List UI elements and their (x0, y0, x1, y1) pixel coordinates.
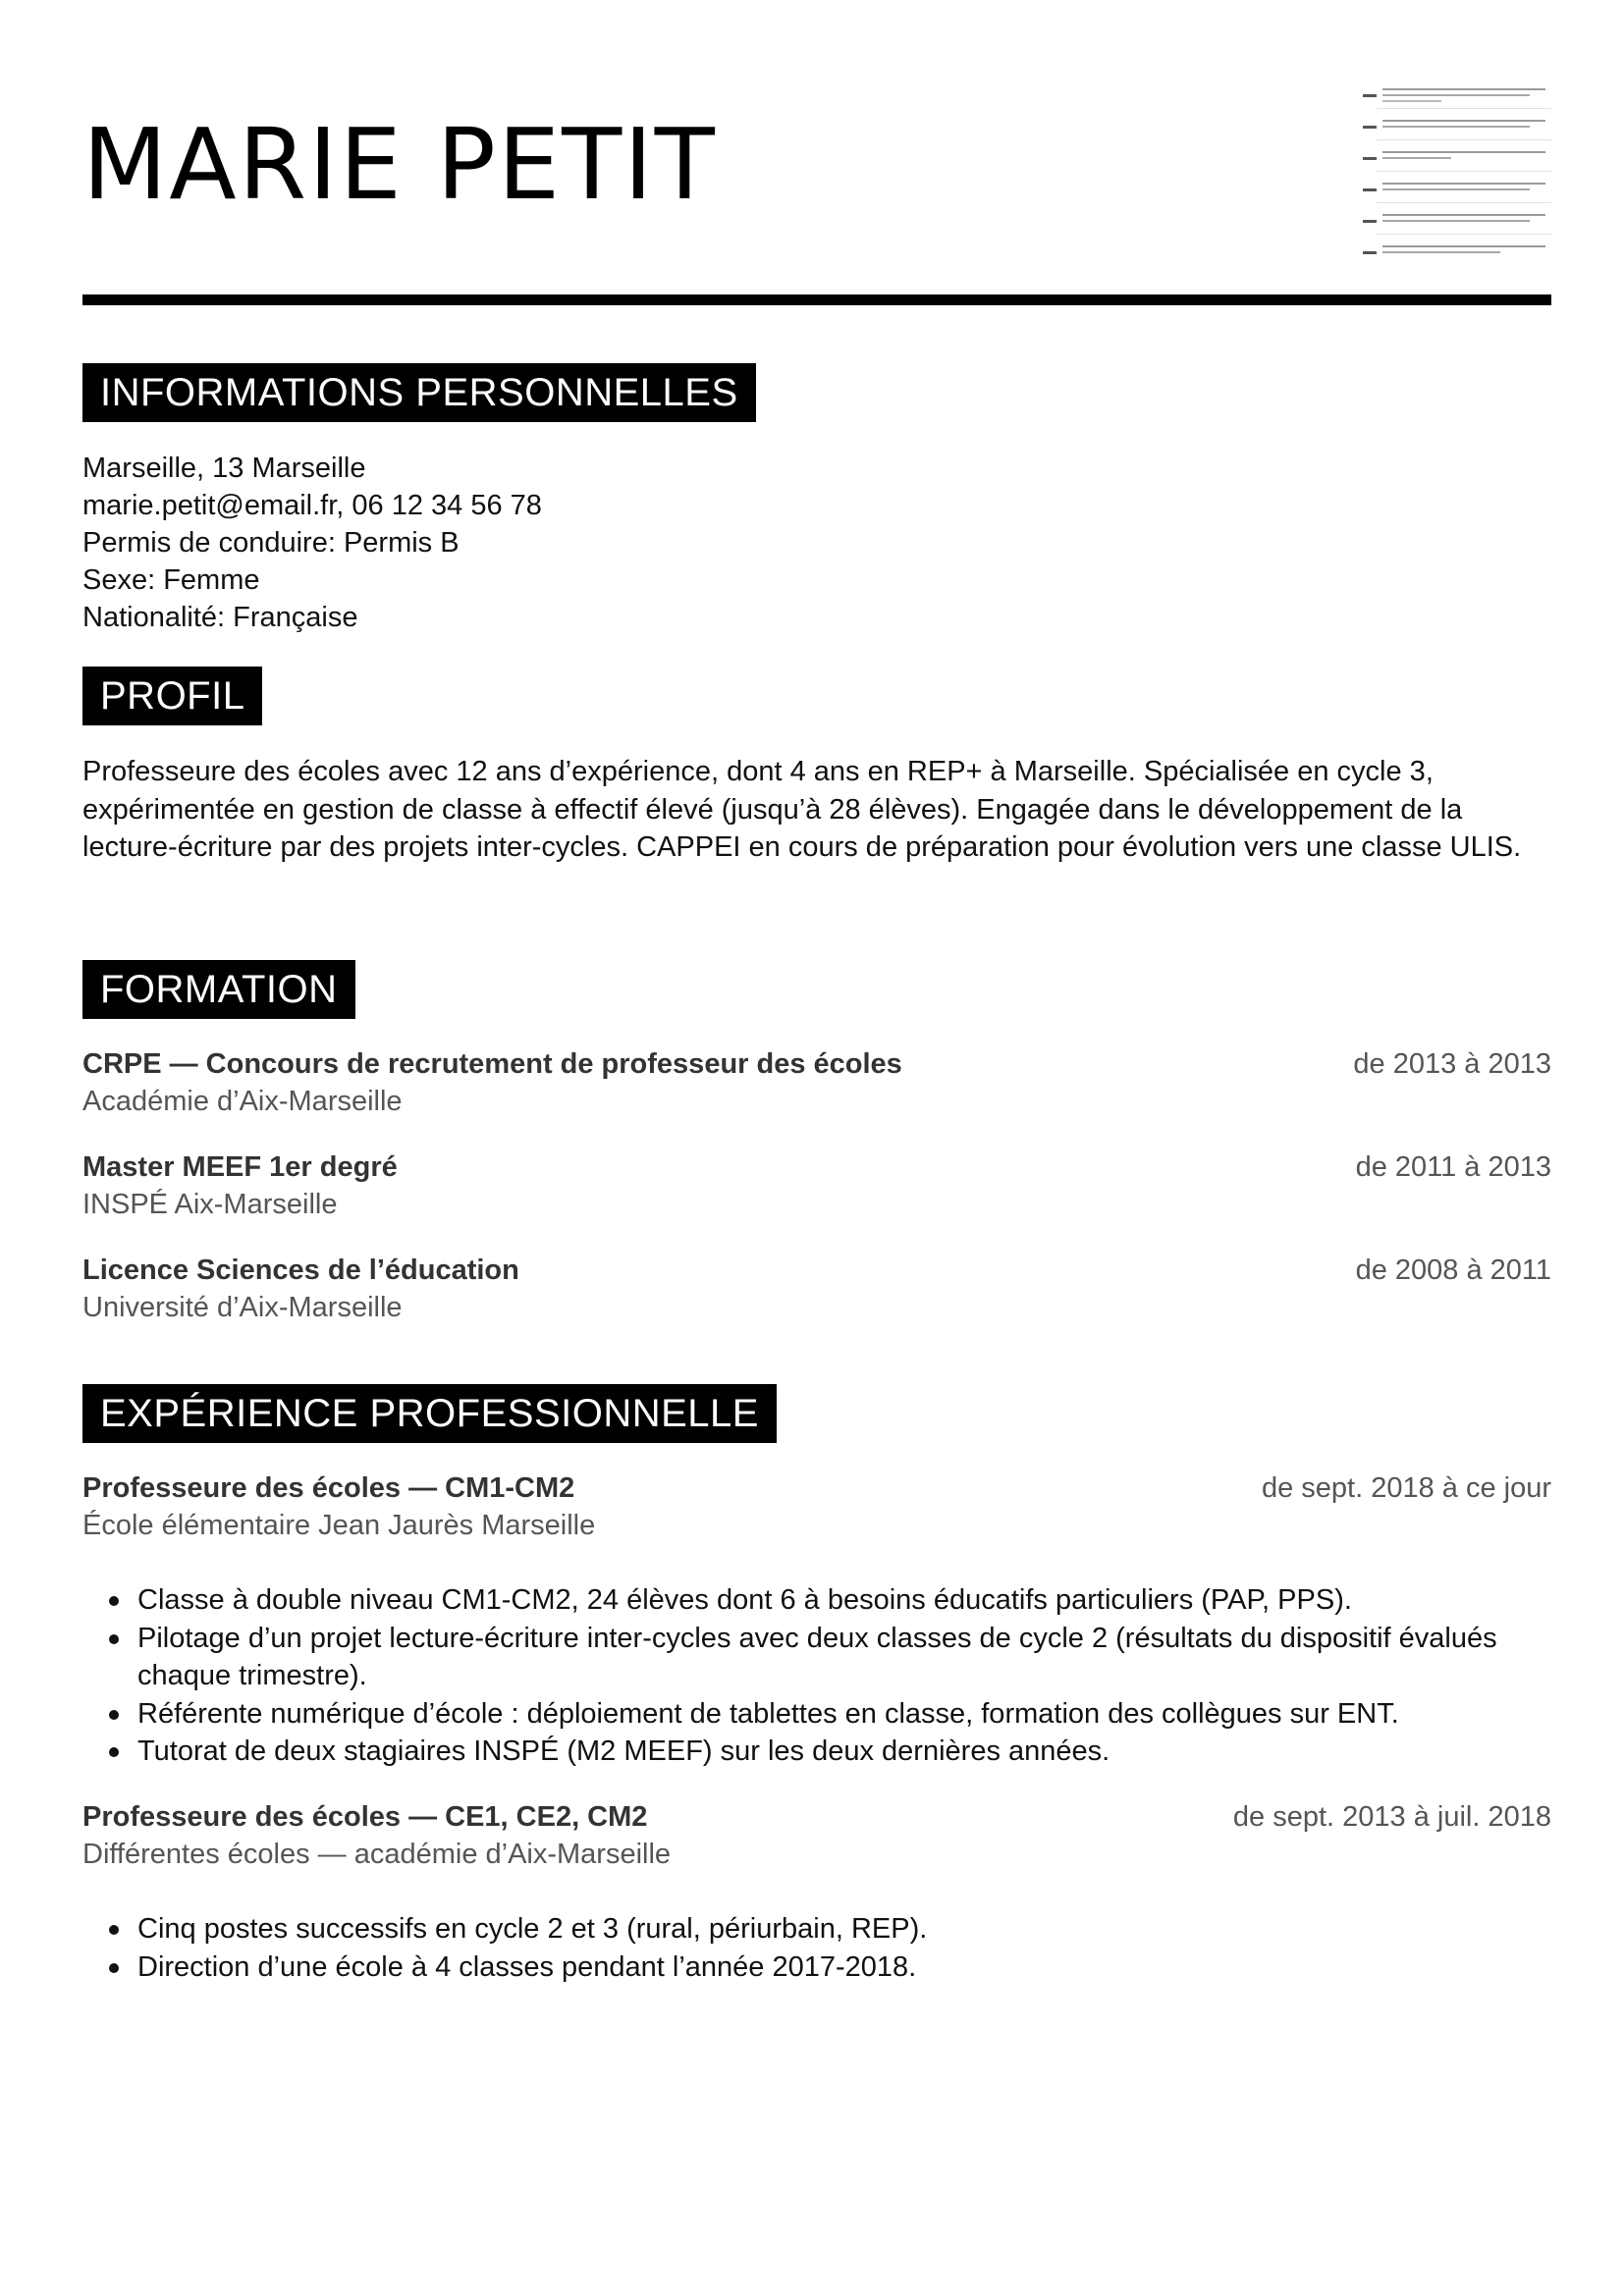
document-thumbnail (1363, 86, 1551, 263)
experience-entry (82, 1798, 1551, 1877)
education-dates: de 2013 à 2013 (1353, 1048, 1551, 1080)
experience-place: École élémentaire Jean Jaurès Marseille (82, 1510, 596, 1541)
education-school: Université d’Aix-Marseille (82, 1292, 403, 1323)
bullet-icon (109, 1634, 119, 1644)
bullet-icon (109, 1747, 119, 1757)
personal-info (82, 450, 1551, 636)
list-item (137, 1910, 1551, 1949)
list-item (137, 1733, 1551, 1771)
education-degree: Licence Sciences de l’éducation (82, 1255, 519, 1286)
education-entry (82, 1252, 1551, 1330)
experience-dates: de sept. 2013 à juil. 2018 (1232, 1801, 1551, 1833)
education-entry (82, 1045, 1551, 1124)
education-dates: de 2011 à 2013 (1355, 1151, 1551, 1183)
section-title-profile: PROFIL (82, 667, 262, 725)
section-title-experience: EXPÉRIENCE PROFESSIONNELLE (82, 1384, 777, 1443)
experience-dates: de sept. 2018 à ce jour (1261, 1472, 1551, 1504)
list-item (137, 1620, 1551, 1695)
experience-position: Professeure des écoles — CM1-CM2 (82, 1472, 575, 1504)
education-degree: CRPE — Concours de recrutement de professeur des écoles (82, 1048, 902, 1080)
education-dates: de 2008 à 2011 (1355, 1255, 1551, 1286)
personal-line-license: Permis de conduire: Permis B (82, 527, 460, 559)
bullet-text: Cinq postes successifs en cycle 2 et 3 (rural, périurbain, REP). (137, 1913, 928, 1945)
education-school: Académie d’Aix-Marseille (82, 1086, 403, 1117)
experience-bullets (137, 1910, 1551, 1986)
header-divider (82, 294, 1551, 305)
list-item (137, 1695, 1551, 1734)
experience-place: Différentes écoles — académie d’Aix-Marseille (82, 1839, 672, 1870)
section-title-education: FORMATION (82, 960, 355, 1019)
profile-text: Professeure des écoles avec 12 ans d’expérience, dont 4 ans en REP+ à Marseille. Spécialisée en cycle 3, expérimentée en gestion de classe à effectif élevé (jusqu’à 28 élèves). Engagée dans le développement de la lecture-écriture par des projets inter-cycles. CAPPEI en cours de préparation pour évolution vers une classe ULIS. (82, 756, 1522, 863)
experience-position: Professeure des écoles — CE1, CE2, CM2 (82, 1801, 648, 1833)
list-item (137, 1949, 1551, 1987)
bullet-icon (109, 1596, 119, 1606)
bullet-icon (109, 1710, 119, 1720)
section-title-personal: INFORMATIONS PERSONNELLES (82, 363, 756, 422)
personal-line-sex: Sexe: Femme (82, 564, 260, 596)
candidate-name: MARIE PETIT (82, 107, 717, 222)
bullet-text: Pilotage d’un projet lecture-écriture inter-cycles avec deux classes de cycle 2 (résultats du dispositif évalués chaque trimestre). (137, 1622, 1497, 1691)
personal-line-location: Marseille, 13 Marseille (82, 453, 366, 484)
bullet-text: Tutorat de deux stagiaires INSPÉ (M2 MEEF) sur les deux dernières années. (137, 1735, 1110, 1767)
personal-line-contact: marie.petit@email.fr, 06 12 34 56 78 (82, 490, 542, 521)
experience-entry (82, 1469, 1551, 1548)
bullet-icon (109, 1963, 119, 1973)
education-entry (82, 1148, 1551, 1227)
education-school: INSPÉ Aix-Marseille (82, 1189, 338, 1220)
bullet-text: Référente numérique d’école : déploiement de tablettes en classe, formation des collègues sur ENT. (137, 1697, 1399, 1730)
list-item (137, 1581, 1551, 1620)
bullet-text: Classe à double niveau CM1-CM2, 24 élèves dont 6 à besoins éducatifs particuliers (PAP, PPS). (137, 1584, 1352, 1616)
bullet-icon (109, 1925, 119, 1935)
experience-bullets (137, 1581, 1551, 1771)
bullet-text: Direction d’une école à 4 classes pendant l’année 2017-2018. (137, 1950, 917, 1983)
education-degree: Master MEEF 1er degré (82, 1151, 398, 1183)
personal-line-nationality: Nationalité: Française (82, 602, 358, 633)
